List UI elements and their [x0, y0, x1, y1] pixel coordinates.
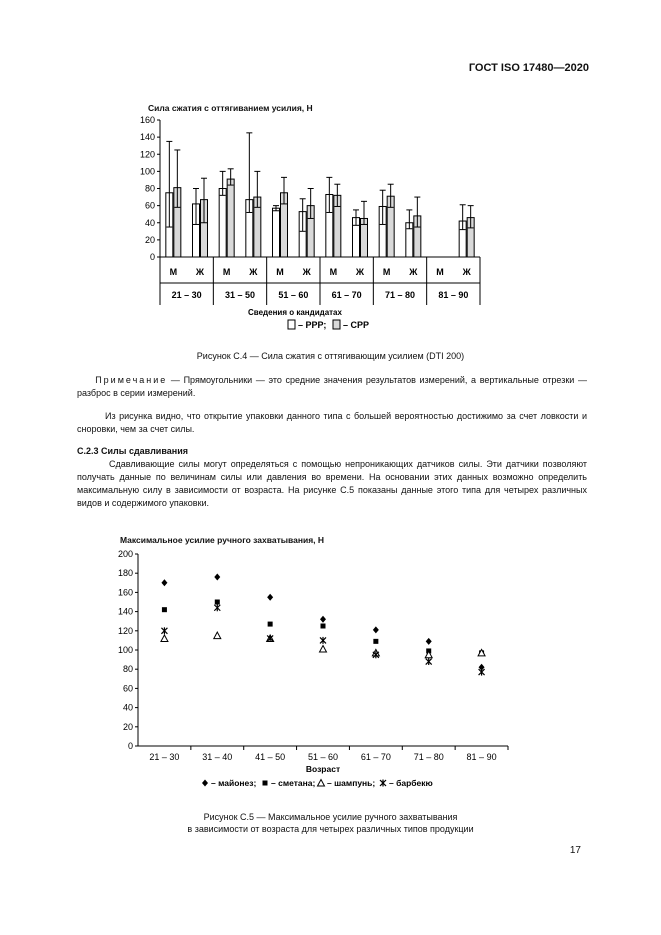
c5-point-майонез: [267, 594, 273, 601]
c5-x-axis-label: Возраст: [305, 764, 341, 774]
chart-c4: [120, 112, 500, 332]
c4-y-tick-label: 100: [139, 166, 155, 177]
paragraph-1-text: Из рисунка видно, что открытие упаковки данного типа с большей вероятностью достижимо за счет ловкости и сноровки, чем за счет силы.: [77, 411, 587, 434]
c4-age-group-label: 51 – 60: [278, 290, 309, 300]
paragraph-2-text: Сдавливающие силы могут определяться с помощью непроникающих датчиков силы. Эти датчики позволяют получать данные по величинам силы или давления во времени. На основании этих данных возможно определить максимальную силу в зависимости от возраста. На рисунке С.5 показаны данные этого типа для четырех различных видов и содержимого упаковки.: [77, 459, 587, 508]
c5-legend-шампунь: – шампунь;: [327, 778, 376, 788]
c4-sex-label: Ж: [195, 267, 205, 277]
c4-legend-cpp: – СРР: [343, 320, 370, 330]
c5-point-майонез: [373, 626, 379, 633]
note-lead: Примечание: [95, 375, 168, 385]
c5-y-tick-label: 0: [127, 741, 133, 751]
paragraph-2: [77, 458, 587, 510]
c5-y-tick-label: 20: [122, 721, 133, 732]
c5-point-сметана: [373, 639, 378, 644]
c4-sex-label: М: [276, 267, 284, 277]
c4-bar-РРР: [273, 208, 280, 257]
c5-point-барбекю: [479, 669, 485, 676]
c5-y-tick-label: 160: [117, 587, 133, 598]
c5-x-tick-label: 21 – 30: [149, 752, 180, 762]
c4-y-tick-label: 40: [144, 217, 155, 228]
page-number: 17: [569, 845, 581, 856]
c4-sex-label: Ж: [302, 267, 311, 277]
c4-y-tick-label: 160: [139, 115, 155, 125]
c5-y-tick-label: 140: [117, 606, 133, 617]
c4-age-group-label: 81 – 90: [438, 290, 469, 300]
note-text: — Прямоугольники — это средние значения результатов измерений, а вертикальные отрезки — разброс в серии измерений.: [77, 375, 587, 398]
c4-sex-label: М: [169, 267, 178, 277]
c5-legend-marker-сметана: [263, 781, 268, 786]
c5-point-сметана: [268, 622, 273, 627]
c5-point-шампунь: [161, 635, 168, 642]
c5-legend-барбекю: – барбекю: [389, 778, 433, 788]
c5-y-tick-label: 80: [122, 664, 133, 675]
c5-legend-marker-шампунь: [318, 780, 325, 787]
c5-point-барбекю: [214, 604, 220, 611]
c5-y-tick-label: 100: [117, 645, 133, 655]
figure-c5-caption-line2: в зависимости от возраста для четырех различных типов продукции: [187, 824, 474, 834]
c4-age-group-label: 21 – 30: [171, 290, 202, 300]
c4-sex-label: М: [222, 267, 231, 277]
c5-y-tick-label: 120: [117, 625, 133, 636]
c5-x-tick-label: 81 – 90: [466, 752, 497, 762]
c5-point-барбекю: [161, 627, 167, 634]
c5-x-tick-label: 51 – 60: [307, 752, 339, 762]
c4-sex-label: Ж: [249, 267, 258, 277]
c5-point-майонез: [320, 616, 326, 623]
chart-c5-title: Максимальное усилие ручного захватывания, Н: [120, 535, 325, 545]
c5-legend-marker-барбекю: [380, 780, 386, 787]
c5-point-шампунь: [320, 646, 327, 653]
paragraph-1: [77, 410, 587, 436]
c4-sex-label: М: [329, 267, 338, 277]
c4-sex-label: Ж: [409, 267, 418, 277]
c5-point-сметана: [162, 607, 167, 612]
c5-y-tick-label: 40: [122, 702, 133, 713]
c4-y-tick-label: 20: [144, 234, 155, 245]
c5-y-tick-label: 60: [122, 683, 133, 694]
c5-x-tick-label: 31 – 40: [202, 752, 233, 762]
c5-point-барбекю: [426, 658, 432, 665]
c4-age-group-label: 31 – 50: [224, 290, 256, 300]
c5-point-сметана: [215, 600, 220, 605]
c4-age-group-label: 71 – 80: [384, 290, 416, 300]
c5-legend-майонез: – майонез;: [211, 778, 257, 788]
c5-point-шампунь: [214, 632, 221, 639]
figure-c4-caption: Рисунок С.4 — Сила сжатия с оттягивающим усилием (DTI 200): [196, 351, 465, 361]
c4-age-group-label: 61 – 70: [331, 290, 362, 300]
c4-bar-РРР: [219, 189, 226, 258]
c5-y-tick-label: 200: [117, 549, 133, 559]
c4-bar-СРР: [227, 179, 234, 257]
c4-sex-label: М: [382, 267, 391, 277]
c5-point-майонез: [426, 638, 432, 645]
c5-point-майонез: [214, 574, 220, 581]
c5-legend-сметана: – сметана;: [271, 778, 316, 788]
c5-x-tick-label: 41 – 50: [255, 752, 286, 762]
note-paragraph: [77, 374, 587, 400]
c4-legend-ppp: – РРР;: [298, 320, 327, 330]
c4-x-axis-label: Сведения о кандидатах: [248, 308, 342, 317]
c5-x-tick-label: 71 – 80: [413, 752, 444, 762]
c4-sex-label: М: [436, 267, 444, 277]
chart-c5: [100, 546, 520, 796]
c5-point-сметана: [321, 624, 326, 629]
c4-y-tick-label: 60: [144, 200, 155, 211]
c4-sex-label: Ж: [462, 267, 471, 277]
c4-legend-swatch-ppp: [288, 320, 295, 329]
c4-legend-swatch-cpp: [333, 320, 340, 329]
c4-y-tick-label: 140: [139, 132, 155, 143]
chart-c4-title: Сила сжатия с оттягиванием усилия, Н: [148, 103, 313, 113]
c5-x-tick-label: 61 – 70: [360, 752, 391, 762]
c4-y-tick-label: 80: [144, 183, 155, 194]
c4-y-tick-label: 0: [149, 252, 155, 262]
c5-point-барбекю: [320, 637, 326, 644]
c5-y-tick-label: 180: [117, 568, 133, 579]
section-heading: С.2.3 Силы сдавливания: [77, 446, 188, 456]
standard-header: ГОСТ ISO 17480—2020: [468, 62, 589, 74]
c4-y-tick-label: 120: [139, 149, 155, 160]
figure-c5-caption-line1: Рисунок С.5 — Максимальное усилие ручного захватывания: [203, 812, 458, 822]
c5-legend-marker-майонез: [202, 780, 208, 787]
c5-point-майонез: [161, 579, 167, 586]
c4-sex-label: Ж: [355, 267, 365, 277]
